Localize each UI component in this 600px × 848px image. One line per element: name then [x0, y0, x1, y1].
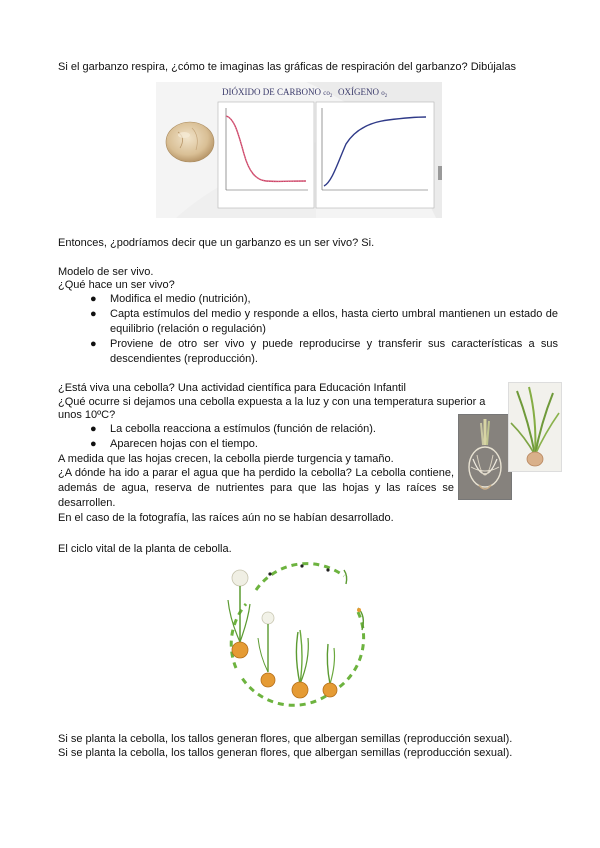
conclusion-text: Entonces, ¿podríamos decir que un garbanzo es un ser vivo? Si.	[58, 237, 375, 249]
cycle-line-1: Si se planta la cebolla, los tallos generan flores, que albergan semillas (reproducción sexual).	[58, 733, 513, 745]
onion-list	[90, 422, 450, 452]
cycle-arrow-right	[338, 612, 364, 688]
respiration-graphs	[156, 82, 442, 218]
co2-chart	[218, 102, 314, 208]
model-question: ¿Qué hace un ser vivo?	[58, 279, 175, 291]
figure-scroll-mark	[438, 166, 442, 180]
onion-question-line1: ¿Qué ocurre si dejamos una cebolla expuesta a la luz y con una temperatura superior a	[58, 396, 486, 408]
cycle-line-2: Si se planta la cebolla, los tallos generan flores, que albergan semillas (reproducción sexual).	[58, 747, 513, 759]
question-respiration: Si el garbanzo respira, ¿cómo te imaginas las gráficas de respiración del garbanzo? Dibújalas	[58, 61, 516, 73]
list-item: ● Modifica el medio (nutrición),	[90, 293, 251, 305]
cycle-arrow-top	[256, 564, 344, 590]
onion-photo-sprouting	[508, 382, 562, 472]
o2-label: OXÍGENO $o_2$	[338, 87, 388, 99]
chickpea-image	[166, 122, 214, 162]
onion-title: ¿Está viva una cebolla? Una actividad científica para Educación Infantil	[58, 382, 406, 394]
co2-label: DIÓXIDO DE CARBONO $co_2$	[222, 87, 333, 99]
onion-question-line2: unos 10ºC?	[58, 409, 116, 421]
growing-onion	[292, 630, 308, 698]
list-item: ● Proviene de otro ser vivo y puede reproducirse y transferir sus características a sus descendientes (reproducción).	[90, 338, 558, 365]
cycle-title: El ciclo vital de la planta de cebolla.	[58, 543, 232, 555]
onion-lifecycle-diagram	[220, 560, 380, 710]
seeds	[268, 564, 329, 575]
onion-paragraph-3: En el caso de la fotografía, las raíces aún no se habían desarrollado.	[58, 512, 394, 524]
cycle-arrow-bottom	[242, 678, 326, 705]
onion-paragraph-2: ¿A dónde ha ido a parar el agua que ha perdido la cebolla? La cebolla contiene, además de agua, reserva de nutrientes para que las hojas y las raíces se desarrollen.	[58, 467, 454, 509]
o2-chart	[316, 102, 434, 208]
onion-photo-roots	[458, 414, 512, 500]
seedling	[344, 570, 363, 630]
respiration-figure	[156, 82, 442, 218]
young-onion-flower	[258, 612, 275, 687]
cycle-arrow-left	[231, 604, 246, 668]
model-title: Modelo de ser vivo.	[58, 266, 154, 278]
sprouting-onion	[323, 644, 337, 697]
list-item: ● La cebolla reacciona a estímulos (función de relación).	[90, 423, 376, 435]
list-item: ● Aparecen hojas con el tiempo.	[90, 438, 258, 450]
list-item: ● Capta estímulos del medio y responde a ellos, hasta cierto umbral mantienen un estado de equilibrio (relación o regulación)	[90, 308, 558, 335]
model-list	[90, 292, 558, 367]
onion-paragraph-1: A medida que las hojas crecen, la cebolla pierde turgencia y tamaño.	[58, 453, 394, 465]
